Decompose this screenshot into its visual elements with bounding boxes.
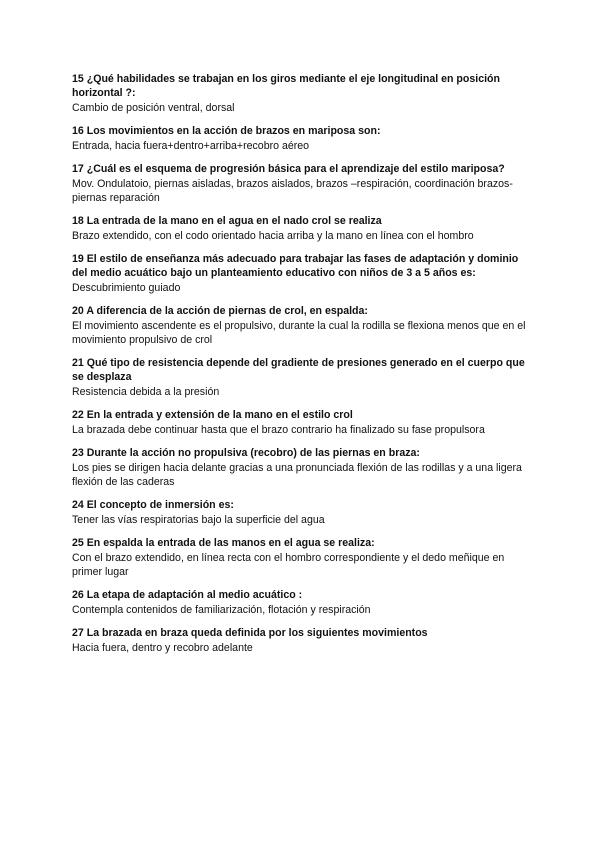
question-text: 18 La entrada de la mano en el agua en el nado crol se realiza	[72, 215, 382, 227]
answer-text: Tener las vías respiratorias bajo la superficie del agua	[72, 514, 325, 526]
question-text: 15 ¿Qué habilidades se trabajan en los giros mediante el eje longitudinal en posición horizontal ?:	[72, 73, 500, 99]
question-block	[72, 304, 536, 347]
answer-text: Contempla contenidos de familiarización, flotación y respiración	[72, 604, 371, 616]
question-text: 24 El concepto de inmersión es:	[72, 499, 234, 511]
question-block	[72, 446, 536, 489]
question-block	[72, 588, 536, 617]
question-block	[72, 626, 536, 655]
question-block	[72, 408, 536, 437]
question-block	[72, 356, 536, 399]
question-block	[72, 252, 536, 295]
answer-text: Entrada, hacia fuera+dentro+arriba+recobro aéreo	[72, 140, 310, 152]
question-text: 23 Durante la acción no propulsiva (recobro) de las piernas en braza:	[72, 447, 420, 459]
question-block	[72, 536, 536, 579]
question-block	[72, 162, 536, 205]
question-text: 21 Qué tipo de resistencia depende del gradiente de presiones generado en el cuerpo que se desplaza	[72, 357, 525, 383]
answer-text: Hacia fuera, dentro y recobro adelante	[72, 642, 253, 654]
answer-text: Mov. Ondulatoio, piernas aisladas, brazos aislados, brazos –respiración, coordinación brazos-piernas reparación	[72, 178, 513, 204]
answer-text: Los pies se dirigen hacia delante gracias a una pronunciada flexión de las rodillas y a una ligera flexión de las caderas	[72, 462, 522, 488]
question-text: 25 En espalda la entrada de las manos en el agua se realiza:	[72, 537, 375, 549]
question-block	[72, 124, 536, 153]
answer-text: Descubrimiento guiado	[72, 282, 181, 294]
question-block	[72, 72, 536, 115]
question-text: 20 A diferencia de la acción de piernas de crol, en espalda:	[72, 305, 368, 317]
question-text: 17 ¿Cuál es el esquema de progresión básica para el aprendizaje del estilo mariposa?	[72, 163, 505, 175]
question-text: 22 En la entrada y extensión de la mano en el estilo crol	[72, 409, 353, 421]
answer-text: Resistencia debida a la presión	[72, 386, 220, 398]
answer-text: La brazada debe continuar hasta que el brazo contrario ha finalizado su fase propulsora	[72, 424, 485, 436]
answer-text: Con el brazo extendido, en línea recta con el hombro correspondiente y el dedo meñique en primer lugar	[72, 552, 505, 578]
question-text: 27 La brazada en braza queda definida por los siguientes movimientos	[72, 627, 428, 639]
answer-text: Cambio de posición ventral, dorsal	[72, 102, 235, 114]
question-block	[72, 214, 536, 243]
question-text: 16 Los movimientos en la acción de brazos en mariposa son:	[72, 125, 381, 137]
question-text: 19 El estilo de enseñanza más adecuado para trabajar las fases de adaptación y dominio del medio acuático bajo un planteamiento educativo con niños de 3 a 5 años es:	[72, 253, 519, 279]
answer-text: Brazo extendido, con el codo orientado hacia arriba y la mano en línea con el hombro	[72, 230, 474, 242]
answer-text: El movimiento ascendente es el propulsivo, durante la cual la rodilla se flexiona menos que en el movimiento propulsivo de crol	[72, 320, 526, 346]
question-text: 26 La etapa de adaptación al medio acuático :	[72, 589, 303, 601]
question-block	[72, 498, 536, 527]
